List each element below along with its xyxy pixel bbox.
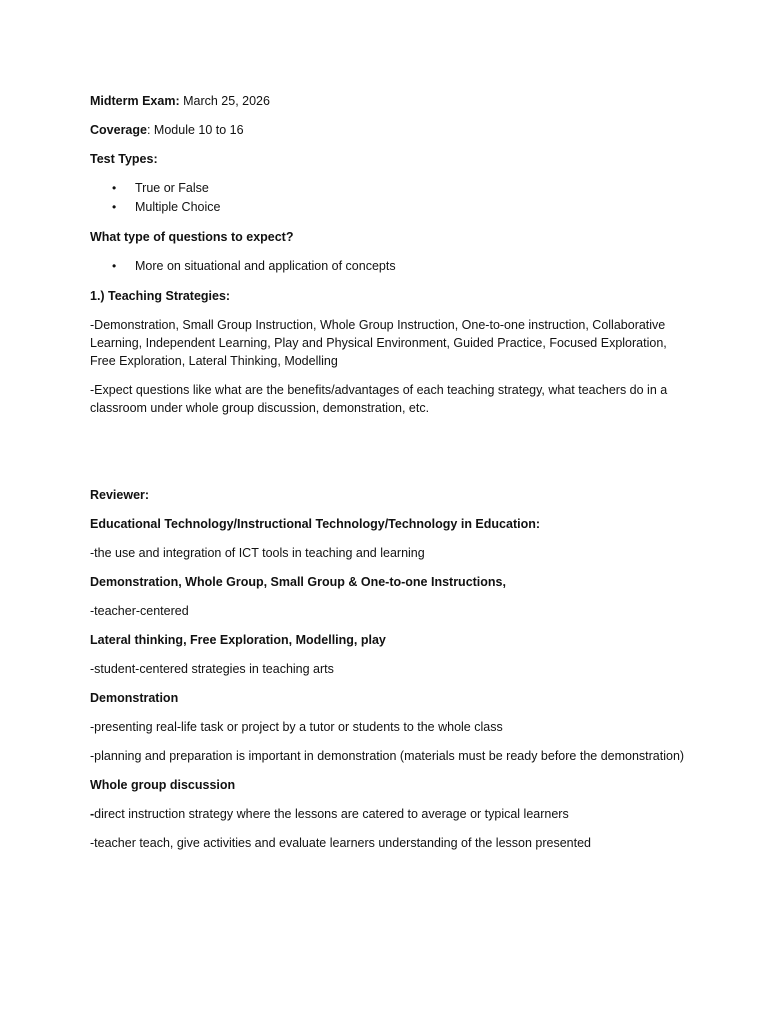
dash-prefix: - <box>90 807 95 821</box>
test-types-list <box>90 179 690 217</box>
list-item-text: True or False <box>135 181 209 195</box>
expect-heading: What type of questions to expect? <box>90 230 294 244</box>
demonstration-text-2: -planning and preparation is important in demonstration (materials must be ready before the demonstration) <box>90 749 685 763</box>
whole-group-heading: Whole group discussion <box>90 778 236 792</box>
edtech-text: -the use and integration of ICT tools in teaching and learning <box>90 546 425 560</box>
midterm-label: Midterm Exam: <box>90 94 180 108</box>
list-item <box>90 257 690 276</box>
list-item <box>90 198 690 217</box>
strategies-paragraph: -Demonstration, Small Group Instruction, Whole Group Instruction, One-to-one instruction, Collaborative Learning, Independent Learning, Play and Physical Environment, Guided Practice, Focused Exploration, Free Exploration, Lateral Thinking, Modelling <box>90 318 667 368</box>
teacher-centered-heading: Demonstration, Whole Group, Small Group & One-to-one Instructions, <box>90 575 506 589</box>
coverage-value: : Module 10 to 16 <box>146 123 244 137</box>
edtech-heading: Educational Technology/Instructional Technology/Technology in Education: <box>90 517 541 531</box>
midterm-line <box>90 92 690 110</box>
test-types-heading: Test Types: <box>90 152 158 166</box>
section-title: 1.) Teaching Strategies: <box>90 289 231 303</box>
coverage-line <box>90 121 690 139</box>
document-page <box>90 92 690 863</box>
demonstration-text-1: -presenting real-life task or project by a tutor or students to the whole class <box>90 720 503 734</box>
demonstration-heading: Demonstration <box>90 691 179 705</box>
whole-group-text-2: -teacher teach, give activities and evaluate learners understanding of the lesson presented <box>90 836 592 850</box>
reviewer-title: Reviewer: <box>90 488 150 502</box>
list-item-text: More on situational and application of concepts <box>135 259 396 273</box>
whole-group-text-1-body: direct instruction strategy where the lessons are catered to average or typical learners <box>94 807 569 821</box>
midterm-date: March 25, 2026 <box>179 94 270 108</box>
expect-list <box>90 257 690 276</box>
whole-group-text-1 <box>90 805 690 823</box>
bullet-icon: • <box>112 200 117 214</box>
teacher-centered-text: -teacher-centered <box>90 604 189 618</box>
student-centered-heading: Lateral thinking, Free Exploration, Modelling, play <box>90 633 386 647</box>
coverage-label: Coverage <box>90 123 147 137</box>
bullet-icon: • <box>112 181 117 195</box>
spacer <box>90 428 690 486</box>
list-item-text: Multiple Choice <box>135 200 221 214</box>
bullet-icon: • <box>112 259 117 273</box>
list-item <box>90 179 690 198</box>
student-centered-text: -student-centered strategies in teaching arts <box>90 662 334 676</box>
expect-questions-paragraph: -Expect questions like what are the benefits/advantages of each teaching strategy, what teachers do in a classroom under whole group discussion, demonstration, etc. <box>90 383 668 415</box>
